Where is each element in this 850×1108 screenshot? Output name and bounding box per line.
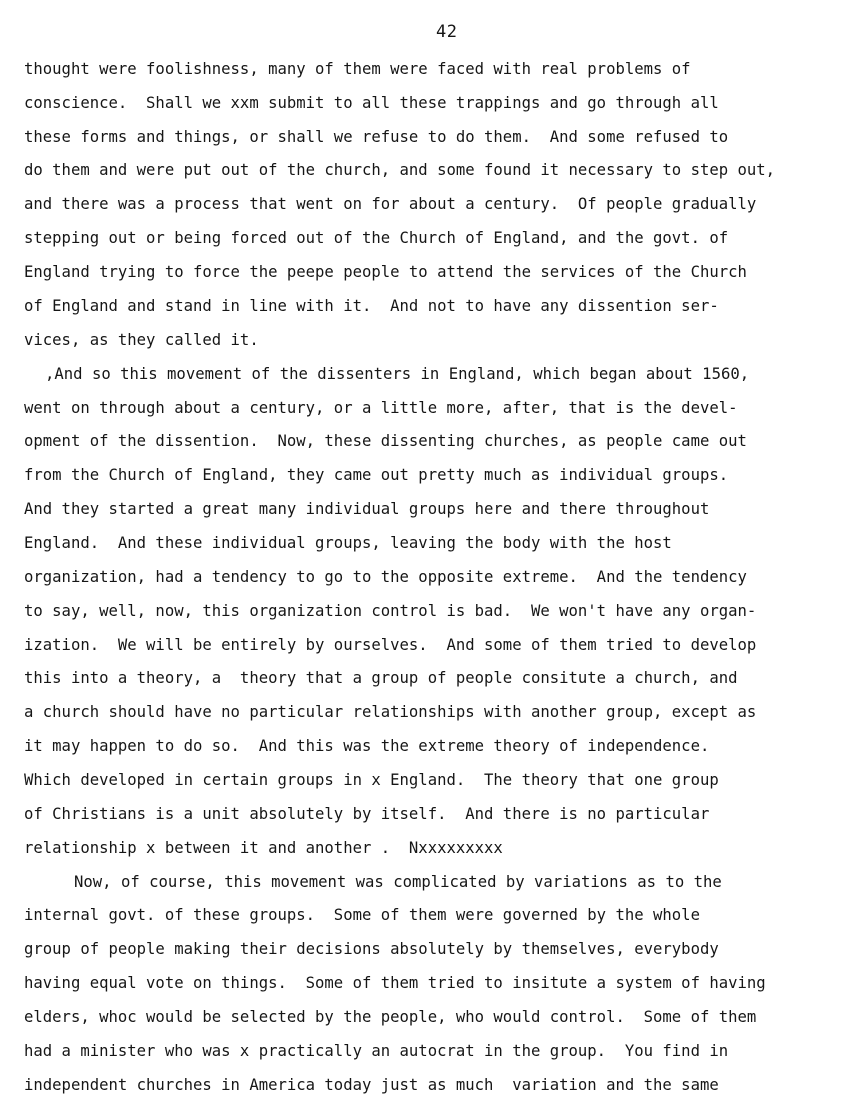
text-line: went on through about a century, or a little more, after, that is the devel- (24, 399, 738, 417)
text-line: ization. We will be entirely by ourselves. And some of them tried to develop (24, 636, 757, 654)
text-line: a church should have no particular relationships with another group, except as (24, 703, 757, 721)
text-line: do them and were put out of the church, and some found it necessary to step out, (24, 161, 776, 179)
text-line: had a minister who was x practically an autocrat in the group. You find in (24, 1042, 729, 1060)
text-line: organization, had a tendency to go to the opposite extreme. And the tendency (24, 568, 747, 586)
paragraph-start-line: Now, of course, this movement was complicated by variations as to the (74, 873, 722, 891)
text-line: thought were foolishness, many of them were faced with real problems of (24, 60, 691, 78)
page-number: 42 (436, 22, 458, 42)
text-line: relationship x between it and another . Nxxxxxxxxx (24, 839, 503, 857)
text-line: England trying to force the peepe people to attend the services of the Church (24, 263, 747, 281)
text-line: to say, well, now, this organization control is bad. We won't have any organ- (24, 602, 757, 620)
text-line: conscience. Shall we xxm submit to all these trappings and go through all (24, 94, 719, 112)
text-line: it may happen to do so. And this was the extreme theory of independence. (24, 737, 710, 755)
text-line: Which developed in certain groups in x England. The theory that one group (24, 771, 719, 789)
text-line: England. And these individual groups, leaving the body with the host (24, 534, 672, 552)
text-line: elders, whoc would be selected by the people, who would control. Some of them (24, 1008, 757, 1026)
text-line: independent churches in America today just as much variation and the same (24, 1076, 719, 1094)
text-line: And they started a great many individual groups here and there throughout (24, 500, 710, 518)
text-line: internal govt. of these groups. Some of them were governed by the whole (24, 906, 700, 924)
text-line: of England and stand in line with it. And not to have any dissention ser- (24, 297, 719, 315)
text-line: this into a theory, a theory that a group of people consitute a church, and (24, 669, 738, 687)
paragraph-start-line: ,And so this movement of the dissenters in England, which began about 1560, (45, 365, 750, 383)
text-line: vices, as they called it. (24, 331, 259, 349)
text-line: having equal vote on things. Some of them tried to insitute a system of having (24, 974, 766, 992)
text-line: stepping out or being forced out of the Church of England, and the govt. of (24, 229, 729, 247)
text-line: group of people making their decisions absolutely by themselves, everybody (24, 940, 719, 958)
text-line: from the Church of England, they came out pretty much as individual groups. (24, 466, 729, 484)
text-line: and there was a process that went on for about a century. Of people gradually (24, 195, 757, 213)
text-line: opment of the dissention. Now, these dissenting churches, as people came out (24, 432, 747, 450)
text-line: of Christians is a unit absolutely by itself. And there is no particular (24, 805, 710, 823)
text-line: these forms and things, or shall we refuse to do them. And some refused to (24, 128, 729, 146)
